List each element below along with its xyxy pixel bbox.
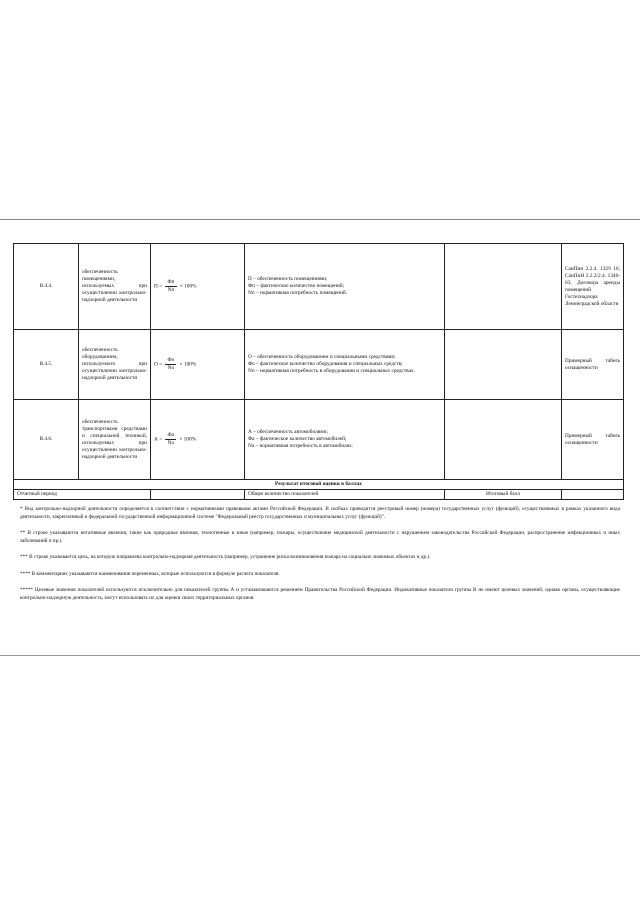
empty-cell [562, 490, 624, 500]
indicator-source: Примерный табель оснащенности [562, 330, 624, 400]
formula-lhs: О [154, 361, 158, 368]
variable-line: Nа – нормативная потребность в автомобилях. [248, 443, 354, 449]
indicator-number: В.4.4. [14, 244, 79, 330]
formula-variables [245, 330, 445, 400]
formula-factor: 100% [183, 361, 197, 368]
footnotes [20, 506, 620, 611]
indicator-formula: О = $\frac{Фо}{Nо}$ × 100% [151, 330, 245, 400]
indicator-formula: А = $\frac{Фа}{Nа}$ × 100% [151, 400, 245, 480]
variable-line: Фп – фактическое количество помещений; [248, 283, 345, 289]
formula-numerator: Фо [167, 357, 175, 363]
formula-denominator: Nо [167, 365, 175, 371]
footnote: ***** Целевые значения показателей используются исключительно для показателей группы А и устанавливаются решением Правительства Российской Федерации. Индикативные показатели группы В не имеют целевых значений, однако органы, осуществляющие контрольно-надзорную деятельность, могут использовать их для оценки своих территориальных органов. [20, 587, 620, 601]
empty-cell [445, 330, 562, 400]
indicator-number: В.4.6. [14, 400, 79, 480]
formula-factor: 100% [183, 436, 197, 443]
reporting-period-label: Отчетный период [14, 490, 151, 500]
formula-numerator: Фп [167, 279, 175, 285]
formula-fraction [165, 432, 176, 447]
formula-fraction [165, 357, 176, 372]
footnote: *** В строке указывается цель, на которую направлена контрольно-надзорная деятельность (например, устранение риска возникновения пожара на социально значимых объектах и др.). [20, 554, 431, 560]
indicator-name: обеспеченность транспортными средствами и специальной техникой, используемых при осуществлении контрольно-надзорной деятельности [79, 400, 151, 480]
indicator-number: В.4.5. [14, 330, 79, 400]
formula-variables [245, 244, 445, 330]
table-row [14, 400, 624, 480]
indicator-source: Примерный табель оснащенности [562, 400, 624, 480]
table-row [14, 330, 624, 400]
table-row [14, 244, 624, 330]
variable-line: Nп – нормативная потребность в оборудовании и специальных средствах. [248, 368, 415, 374]
final-score-label: Итоговый балл [445, 490, 562, 500]
scan-edge-bottom [0, 655, 640, 656]
variable-line: П – обеспеченность помещениями; [248, 276, 328, 282]
variable-line: А – обеспеченность автомобилями; [248, 429, 328, 435]
footnote: ** В строке указываются негативные явления, такие как природные явления, техногенные и иные (например, пожары, осуществление медицинской деятельности с нарушением законодательства Российской Федерации, распространение инфекционных и иных заболеваний и пр.). [20, 530, 620, 544]
formula-lhs: П [154, 283, 158, 290]
footnote: **** В комментариях указываются наименования переменных, которые используются в формуле расчета показателя. [20, 570, 280, 577]
summary-row [14, 490, 624, 500]
indicator-name: обеспеченность помещениями, используемых при осуществлении контрольно-надзорной деятельности [79, 244, 151, 330]
formula-denominator: Nа [167, 440, 174, 446]
formula-lhs: А [154, 436, 158, 443]
indicator-name: обеспеченность оборудованием, используемого при осуществлении контрольно-надзорной деятельности [79, 330, 151, 400]
formula-fraction [165, 279, 176, 294]
variable-line: Nп – нормативная потребность помещений. [248, 290, 347, 296]
empty-cell [151, 490, 245, 500]
formula-denominator: Nп [167, 287, 175, 293]
formula-variables [245, 400, 445, 480]
variable-line: О – обеспеченность оборудованием и специальными средствами; [248, 354, 396, 360]
variable-line: Фа – фактическое количество автомобилей; [248, 436, 347, 442]
formula-factor: 100% [184, 283, 197, 290]
empty-cell [445, 400, 562, 480]
formula-numerator: Фа [167, 432, 175, 438]
indicator-table-sheet [13, 243, 623, 500]
footnote: * Вид контрольно-надзорной деятельности определяется в соответствии с нормативными правовыми актами Российской Федерации. В скобках приводится реестровый номер (номера) государственных услуг (функций), осуществляемых в рамках указанного вида деятельности, закрепленный в федеральной государственной информационной системе "Федеральный реестр государственных и муниципальных услуг (функций)". [20, 506, 620, 520]
scan-edge-top [0, 219, 640, 220]
variable-line: Фо – фактическое количество оборудования и специальных средств; [248, 361, 403, 367]
result-row [14, 480, 624, 490]
indicator-source: СанПин 2.2.4. 1329 16; СанПиН 2.2.2/2.4. 1340-03; Договора аренды помещений Гостехнадзора Ленинградской области [562, 244, 624, 330]
indicator-formula: П = $\frac{Фп}{Nп}$ × 100% [151, 244, 245, 330]
result-label: Результат итоговой оценки в баллах [14, 480, 624, 490]
total-indicators-label: Общее количество показателей [245, 490, 445, 500]
empty-cell [445, 244, 562, 330]
indicator-table [13, 243, 624, 500]
